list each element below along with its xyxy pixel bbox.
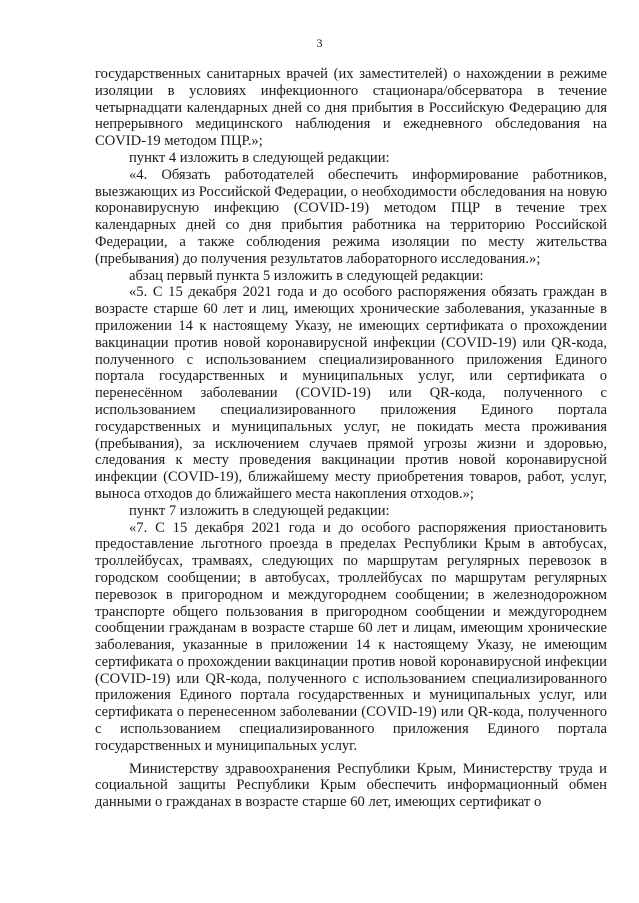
paragraph-6: пункт 7 изложить в следующей редакции:	[129, 502, 390, 519]
paragraph-5: «5. С 15 декабря 2021 года и до особого распоряжения обязать граждан в возрасте старше 60 лет и лиц, имеющих хронические заболевания, указанные в приложении 14 к настоящему Указу, не имеющих сертификата о прохождении вакцинации против новой коронавирусной инфекции (COVID-19) или QR-кода, полученного с использованием специализированного приложения Единого портала государственных и муниципальных услуг, или сертификата о перенесённом заболевании (COVID-19) или QR-кода, полученного с использованием специализированного приложения Единого портала государственных и муниципальных услуг, не покидать места проживания (пребывания), за исключением случаев прямой угрозы жизни и здоровью, следования к месту проведения вакцинации против новой коронавирусной инфекции (COVID-19), ближайшему месту приобретения товаров, работ, услуг, выноса отходов до ближайшего места накопления отходов.»;	[95, 284, 607, 502]
paragraph-7: «7. С 15 декабря 2021 года и до особого распоряжения приостановить предоставление льготного проезда в пределах Республики Крым в автобусах, троллейбусах, трамваях, следующих по маршрутам регулярных перевозок в городском сообщении; в автобусах, троллейбусах по маршрутам регулярных перевозок в пригородном и междугороднем сообщении; в железнодорожном транспорте общего пользования в пригородном сообщении и междугороднем сообщении гражданам в возрасте старше 60 лет и лицам, имеющим хронические заболевания, указанные в приложении 14 к настоящему Указу, не имеющим сертификата о прохождении вакцинации против новой коронавирусной инфекции (COVID-19) или QR-кода, полученного с использованием специализированного приложения Единого портала государственных и муниципальных услуг, или сертификата о перенесенном заболевании (COVID-19) или QR-кода, полученного с использованием специализированного приложения Единого портала государственных и муниципальных услуг.	[95, 519, 607, 754]
paragraph-2: пункт 4 изложить в следующей редакции:	[129, 149, 390, 166]
paragraph-4: абзац первый пункта 5 изложить в следующей редакции:	[129, 267, 484, 284]
document-body	[95, 66, 607, 811]
paragraph-1: государственных санитарных врачей (их заместителей) о нахождении в режиме изоляции в условиях инфекционного стационара/обсерватора в течение четырнадцати календарных дней со дня прибытия в Российскую Федерацию для непрерывного медицинского наблюдения и ежедневного обследования на COVID-19 методом ПЦР.»;	[95, 66, 607, 150]
paragraph-3: «4. Обязать работодателей обеспечить информирование работников, выезжающих из Российской Федерации, о необходимости обследования на новую коронавирусную инфекцию (COVID-19) методом ПЦР в течение трех календарных дней со дня прибытия работника на территорию Российской Федерации, а также соблюдения режима изоляции по месту жительства (пребывания) до получения результатов лабораторного исследования.»;	[95, 166, 607, 267]
paragraph-8: Министерству здравоохранения Республики Крым, Министерству труда и социальной защиты Республики Крым обеспечить информационный обмен данными о гражданах в возрасте старше 60 лет, имеющих сертификат о	[95, 760, 607, 811]
page-number: 3	[316, 36, 323, 50]
